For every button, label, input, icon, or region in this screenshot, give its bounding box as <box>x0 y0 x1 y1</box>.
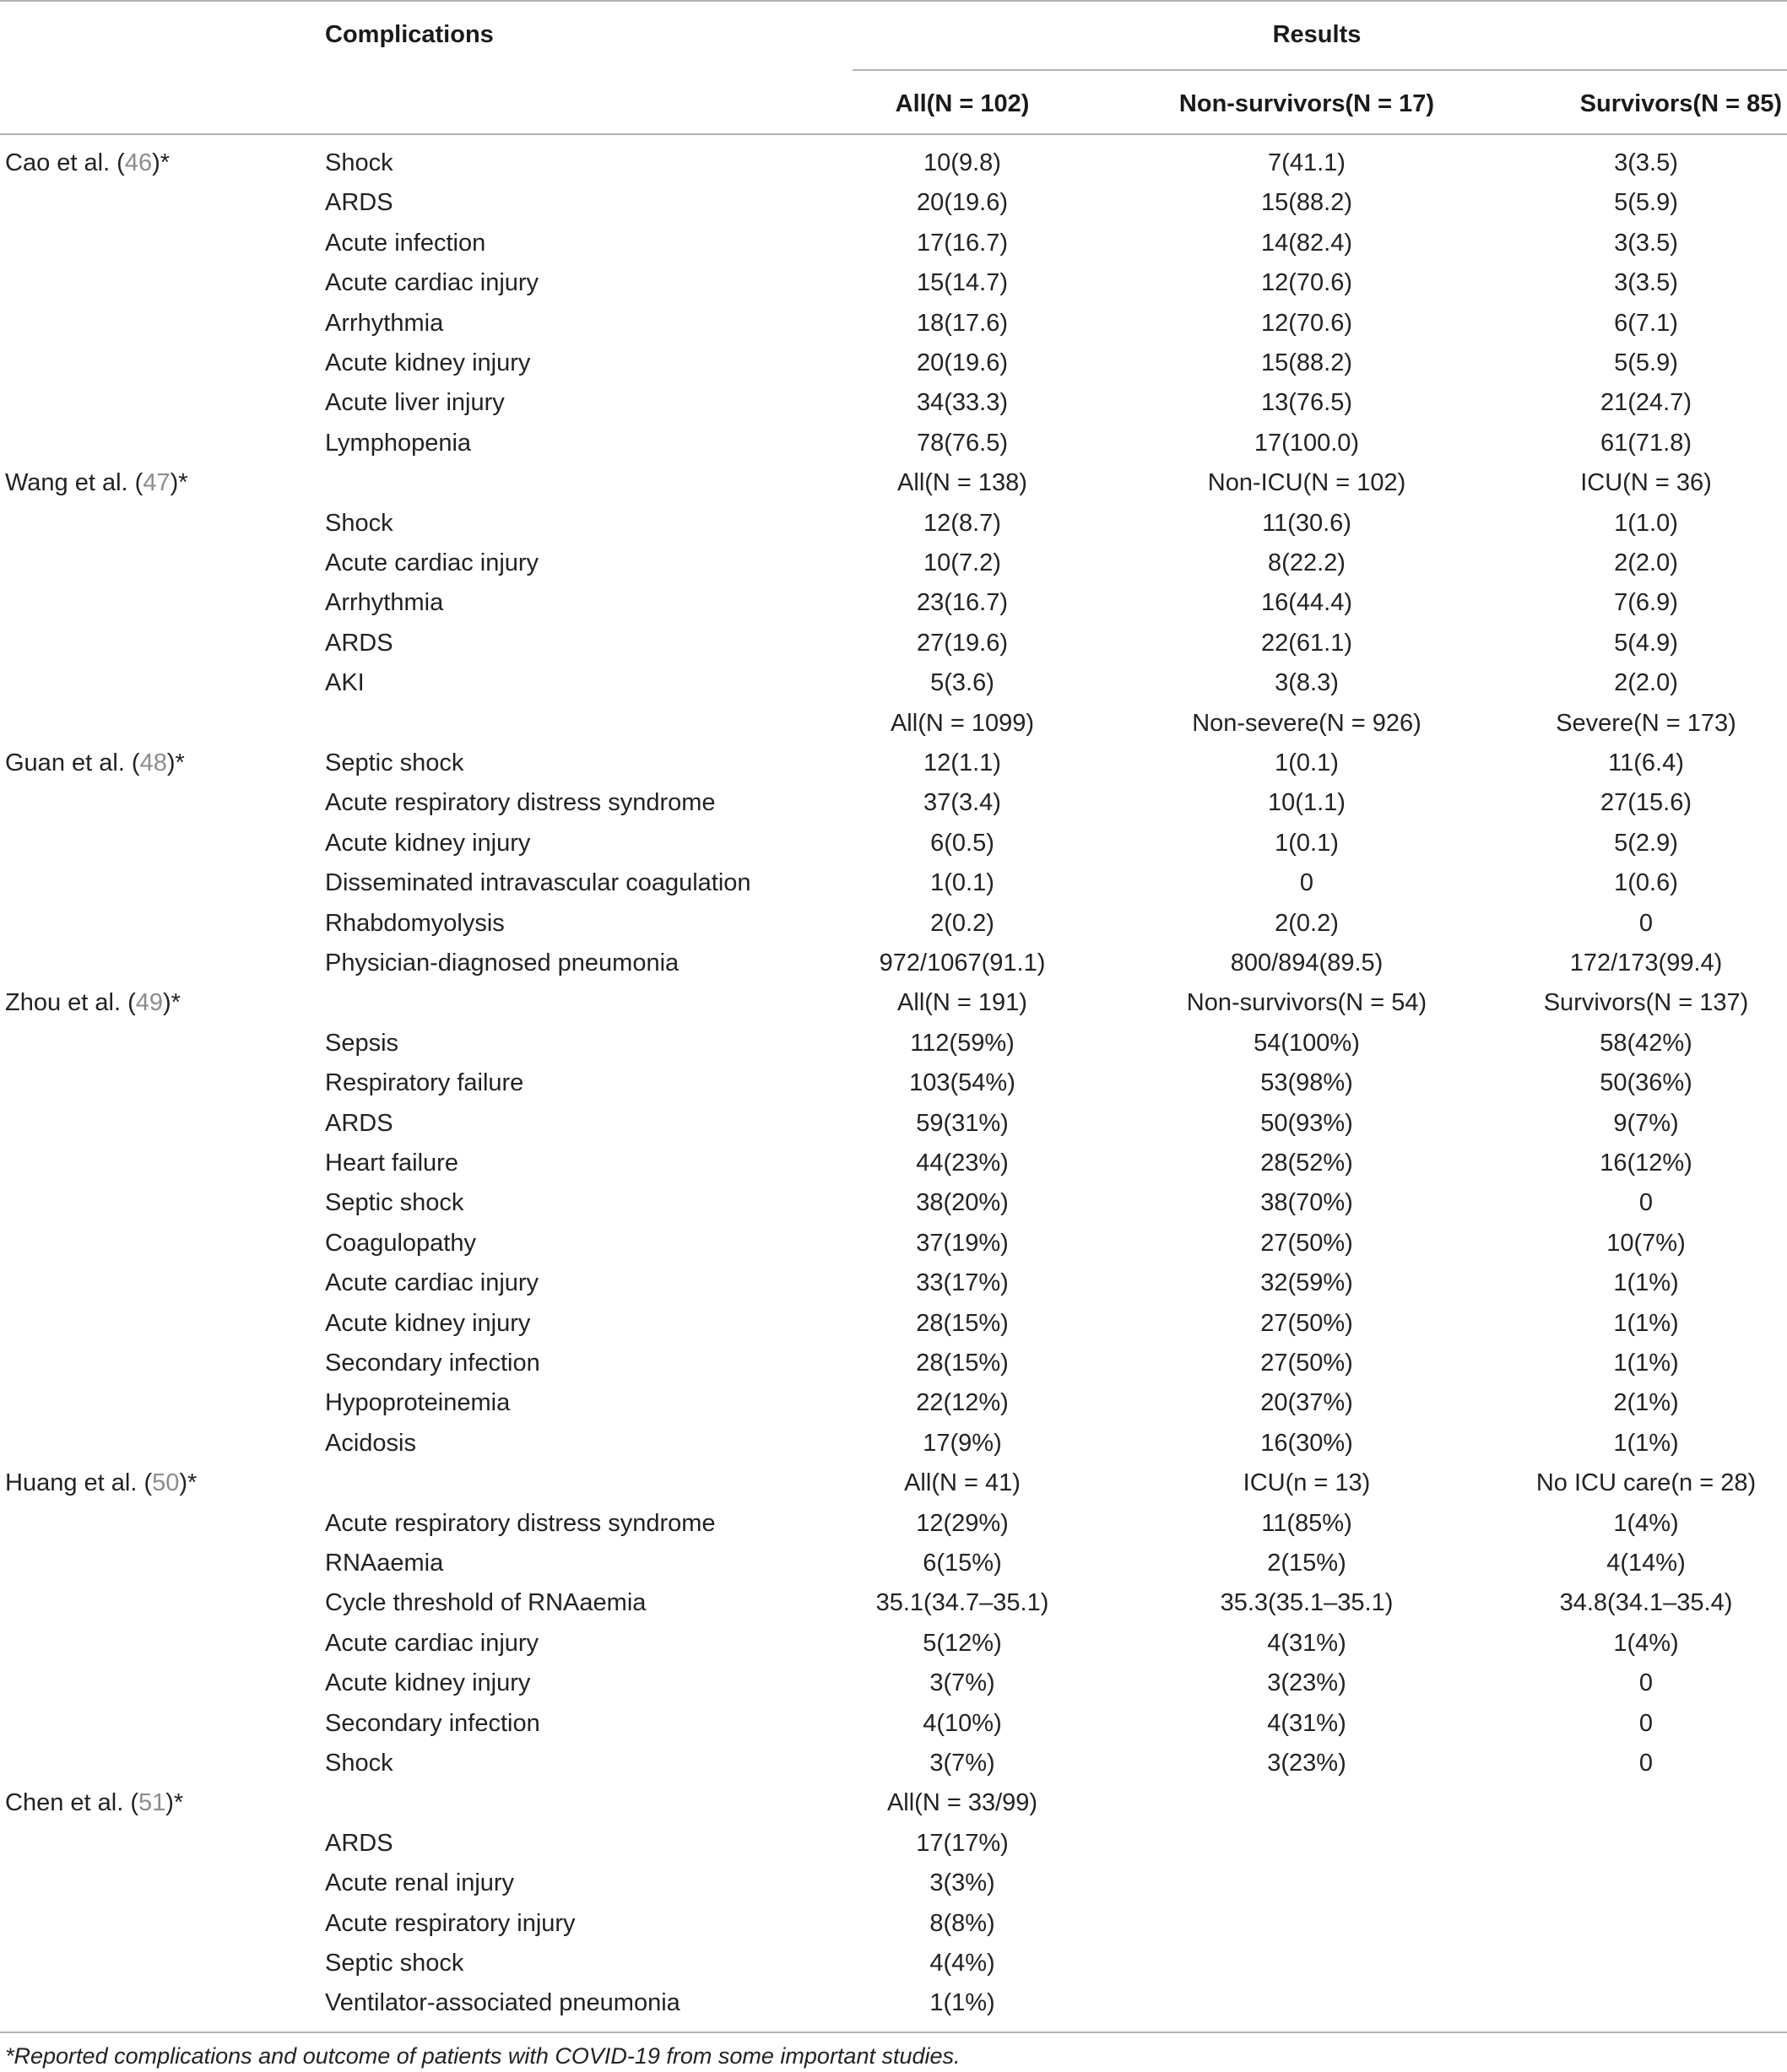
study-cell <box>5 463 188 503</box>
study-ref: 50 <box>152 1469 180 1497</box>
group1-cell: 27(50%) <box>1260 1229 1353 1257</box>
complication-cell: Acute respiratory injury <box>325 1909 576 1937</box>
header-col-survivors: Survivors(N = 85) <box>1579 90 1782 117</box>
all-cell: 1(1%) <box>929 1989 995 2017</box>
all-cell: 34(33.3) <box>916 389 1008 417</box>
all-cell: 27(19.6) <box>916 629 1008 657</box>
complication-cell: Acute cardiac injury <box>325 549 539 576</box>
all-cell: 78(76.5) <box>916 429 1008 457</box>
group2-cell: 3(3.5) <box>1614 269 1678 297</box>
all-cell: 3(7%) <box>929 1750 995 1777</box>
table-row <box>0 504 1787 544</box>
group1-cell: 16(30%) <box>1260 1429 1353 1457</box>
group1-cell: 20(37%) <box>1260 1389 1353 1417</box>
group1-cell: 12(70.6) <box>1260 269 1352 297</box>
complication-cell: Shock <box>325 1750 393 1777</box>
group1-cell: 2(15%) <box>1267 1550 1346 1577</box>
group1-cell: 16(44.4) <box>1260 589 1352 617</box>
group1-cell: 7(41.1) <box>1268 149 1346 176</box>
group2-cell: 0 <box>1638 1750 1654 1777</box>
header-col-all: All(N = 102) <box>895 90 1030 117</box>
group1-cell: 54(100%) <box>1254 1029 1360 1057</box>
all-cell: 112(59%) <box>910 1029 1015 1057</box>
complication-cell: Ventilator-associated pneumonia <box>325 1989 680 2017</box>
group1-cell: 28(52%) <box>1260 1150 1353 1177</box>
group2-cell: 5(2.9) <box>1614 829 1678 857</box>
complication-cell: Arrhythmia <box>325 589 444 617</box>
all-cell: 8(8%) <box>929 1909 995 1937</box>
study-ref-tail: )* <box>170 469 188 497</box>
group2-cell: 5(4.9) <box>1614 629 1678 657</box>
study-cell <box>5 983 181 1023</box>
table-row <box>0 944 1787 983</box>
all-cell: 12(1.1) <box>923 749 1001 776</box>
group1-cell: Non-survivors(N = 54) <box>1186 989 1427 1017</box>
all-cell: 1(0.1) <box>930 869 994 897</box>
study-name: Cao et al. ( <box>5 149 125 176</box>
group2-cell: 0 <box>1638 909 1654 937</box>
study-ref: 46 <box>124 149 153 176</box>
table-row <box>0 1824 1787 1864</box>
table-row <box>0 463 1787 503</box>
group2-cell: 11(6.4) <box>1608 749 1684 776</box>
group2-cell: 10(7%) <box>1606 1229 1686 1257</box>
all-cell: 6(0.5) <box>930 829 994 857</box>
group1-cell: Non-ICU(N = 102) <box>1207 469 1406 497</box>
group1-cell: 13(76.5) <box>1260 389 1352 417</box>
complication-cell: ARDS <box>325 1829 393 1857</box>
group1-cell: Non-severe(N = 926) <box>1192 709 1421 737</box>
table-row <box>0 904 1787 944</box>
group1-cell: 11(30.6) <box>1262 509 1351 537</box>
group2-cell: 2(1%) <box>1613 1389 1679 1417</box>
group2-cell: 1(4%) <box>1613 1629 1679 1657</box>
table-row <box>0 1183 1787 1223</box>
all-cell: 18(17.6) <box>916 309 1008 337</box>
all-cell: All(N = 1099) <box>890 709 1035 737</box>
table-row <box>0 1224 1787 1263</box>
all-cell: 35.1(34.7–35.1) <box>875 1589 1049 1617</box>
all-cell: 972/1067(91.1) <box>879 949 1046 976</box>
group1-cell: 35.3(35.1–35.1) <box>1220 1589 1394 1617</box>
table-row <box>0 1624 1787 1664</box>
all-cell: 37(19%) <box>916 1229 1009 1257</box>
group2-cell: 27(15.6) <box>1600 789 1692 817</box>
group2-cell: 5(5.9) <box>1614 349 1678 376</box>
footnote: *Reported complications and outcome of patients with COVID-19 from some important studies. <box>5 2043 961 2069</box>
all-cell: 103(54%) <box>909 1069 1015 1097</box>
complication-cell: Disseminated intravascular coagulation <box>325 869 751 897</box>
all-cell: 10(9.8) <box>923 149 1001 176</box>
complication-cell: Acute cardiac injury <box>325 1269 539 1297</box>
all-cell: 28(15%) <box>916 1350 1009 1377</box>
group1-cell: 3(8.3) <box>1275 669 1339 697</box>
group1-cell: 15(88.2) <box>1260 189 1352 217</box>
header-bottom-rule <box>0 133 1787 135</box>
bottom-rule <box>0 2031 1787 2033</box>
table-row <box>0 143 1787 183</box>
complication-cell: Acute respiratory distress syndrome <box>325 1509 716 1537</box>
group2-cell: 0 <box>1638 1669 1654 1697</box>
table-row <box>0 704 1787 744</box>
all-cell: 3(7%) <box>929 1669 995 1697</box>
group2-cell: 34.8(34.1–35.4) <box>1559 1589 1733 1617</box>
results-rule <box>853 69 1787 71</box>
group2-cell: 0 <box>1638 1189 1654 1217</box>
all-cell: 17(16.7) <box>916 229 1008 257</box>
all-cell: 2(0.2) <box>930 909 994 937</box>
group2-cell: 9(7%) <box>1613 1109 1679 1137</box>
complication-cell: Lymphopenia <box>325 429 472 457</box>
header-col-nonsurvivors: Non-survivors(N = 17) <box>1178 90 1435 117</box>
group2-cell: 2(2.0) <box>1614 669 1678 697</box>
study-cell <box>5 744 185 783</box>
group2-cell: 1(1.0) <box>1614 509 1678 537</box>
complication-cell: Septic shock <box>325 1950 464 1977</box>
table-row <box>0 224 1787 263</box>
complication-cell: Acute cardiac injury <box>325 269 539 297</box>
top-rule <box>0 0 1787 2</box>
all-cell: All(N = 33/99) <box>886 1789 1038 1817</box>
all-cell: 5(12%) <box>923 1629 1002 1657</box>
all-cell: 28(15%) <box>916 1309 1009 1337</box>
group1-cell: 15(88.2) <box>1260 349 1352 376</box>
complication-cell: Acute kidney injury <box>325 349 531 376</box>
complication-cell: Acute infection <box>325 229 486 257</box>
all-cell: 6(15%) <box>923 1550 1002 1577</box>
complication-cell: Acute liver injury <box>325 389 505 417</box>
group1-cell: 1(0.1) <box>1275 829 1339 857</box>
table-row <box>0 1263 1787 1303</box>
study-ref-tail: )* <box>152 149 171 176</box>
study-ref-tail: )* <box>179 1469 198 1497</box>
group2-cell: 50(36%) <box>1600 1069 1692 1097</box>
table-row <box>0 1504 1787 1544</box>
study-cell <box>5 143 170 183</box>
complication-cell: Hypoproteinemia <box>325 1389 511 1417</box>
group2-cell: Survivors(N = 137) <box>1543 989 1749 1017</box>
group2-cell: 16(12%) <box>1600 1150 1692 1177</box>
complication-cell: Acute renal injury <box>325 1869 515 1897</box>
table-row <box>0 1024 1787 1063</box>
complication-cell: ARDS <box>325 629 393 657</box>
table-row <box>0 344 1787 383</box>
table-row <box>0 1583 1787 1623</box>
group1-cell: 14(82.4) <box>1260 229 1352 257</box>
table-row <box>0 1944 1787 1983</box>
complication-cell: Rhabdomyolysis <box>325 909 505 937</box>
all-cell: 17(17%) <box>916 1829 1009 1857</box>
all-cell: 37(3.4) <box>923 789 1001 817</box>
study-name: Zhou et al. ( <box>5 989 136 1017</box>
all-cell: 23(16.7) <box>916 589 1008 617</box>
study-ref-tail: )* <box>166 749 185 776</box>
group1-cell: 38(70%) <box>1260 1189 1353 1217</box>
all-cell: 59(31%) <box>916 1109 1009 1137</box>
all-cell: 20(19.6) <box>916 349 1008 376</box>
complication-cell: Cycle threshold of RNAaemia <box>325 1589 647 1617</box>
group1-cell: 12(70.6) <box>1260 309 1352 337</box>
all-cell: 15(14.7) <box>916 269 1008 297</box>
table-row <box>0 544 1787 583</box>
complication-cell: ARDS <box>325 1109 393 1137</box>
study-name: Wang et al. ( <box>5 469 144 497</box>
group2-cell: 21(24.7) <box>1600 389 1692 417</box>
group2-cell: 1(4%) <box>1613 1509 1679 1537</box>
group2-cell: 1(1%) <box>1613 1269 1679 1297</box>
table-row <box>0 744 1787 783</box>
all-cell: 20(19.6) <box>916 189 1008 217</box>
complication-cell: Acidosis <box>325 1429 416 1457</box>
complication-cell: Respiratory failure <box>325 1069 524 1097</box>
complication-cell: Sepsis <box>325 1029 399 1057</box>
study-name: Guan et al. ( <box>5 749 140 776</box>
complication-cell: ARDS <box>325 189 393 217</box>
table-row <box>0 1904 1787 1944</box>
complication-cell: Shock <box>325 509 393 537</box>
study-ref: 47 <box>143 469 171 497</box>
table-row <box>0 1544 1787 1583</box>
group1-cell: 27(50%) <box>1260 1309 1353 1337</box>
study-name: Chen et al. ( <box>5 1789 138 1817</box>
all-cell: 44(23%) <box>916 1150 1009 1177</box>
complication-cell: Heart failure <box>325 1150 458 1177</box>
table-row <box>0 1424 1787 1463</box>
table-row <box>0 863 1787 903</box>
all-cell: 38(20%) <box>916 1189 1009 1217</box>
group1-cell: ICU(n = 13) <box>1243 1469 1371 1497</box>
complication-cell: RNAaemia <box>325 1550 444 1577</box>
group1-cell: 4(31%) <box>1267 1629 1346 1657</box>
group2-cell: 5(5.9) <box>1614 189 1678 217</box>
table-row <box>0 983 1787 1023</box>
group2-cell: 4(14%) <box>1606 1550 1686 1577</box>
group2-cell: 7(6.9) <box>1614 589 1678 617</box>
group2-cell: 1(0.6) <box>1614 869 1678 897</box>
group1-cell: 4(31%) <box>1267 1709 1346 1737</box>
table-row <box>0 1383 1787 1423</box>
group2-cell: Severe(N = 173) <box>1556 709 1736 737</box>
complication-cell: AKI <box>325 669 365 697</box>
all-cell: All(N = 41) <box>904 1469 1021 1497</box>
table-row <box>0 1664 1787 1703</box>
table-row <box>0 824 1787 863</box>
table-row <box>0 1304 1787 1344</box>
group1-cell: 3(23%) <box>1267 1669 1346 1697</box>
complication-cell: Coagulopathy <box>325 1229 476 1257</box>
table-row <box>0 383 1787 423</box>
group2-cell: 6(7.1) <box>1614 309 1678 337</box>
study-ref: 48 <box>139 749 167 776</box>
study-ref-tail: )* <box>163 989 181 1017</box>
all-cell: 17(9%) <box>923 1429 1002 1457</box>
header-complications: Complications <box>325 21 494 48</box>
table-row <box>0 1063 1787 1103</box>
group1-cell: 50(93%) <box>1260 1109 1353 1137</box>
group1-cell: 8(22.2) <box>1268 549 1346 576</box>
complication-cell: Acute kidney injury <box>325 829 531 857</box>
all-cell: 3(3%) <box>929 1869 995 1897</box>
all-cell: 12(8.7) <box>923 509 1001 537</box>
group2-cell: 2(2.0) <box>1614 549 1678 576</box>
complication-cell: Physician-diagnosed pneumonia <box>325 949 680 976</box>
table-row <box>0 1864 1787 1903</box>
group1-cell: 32(59%) <box>1260 1269 1353 1297</box>
table-row <box>0 783 1787 823</box>
table-row <box>0 583 1787 623</box>
complication-cell: Shock <box>325 149 393 176</box>
complication-cell: Arrhythmia <box>325 309 444 337</box>
table-row <box>0 1463 1787 1503</box>
group2-cell: 58(42%) <box>1600 1029 1692 1057</box>
complication-cell: Acute cardiac injury <box>325 1629 539 1657</box>
table-row <box>0 263 1787 303</box>
study-name: Huang et al. ( <box>5 1469 153 1497</box>
table-row <box>0 1704 1787 1744</box>
table-row <box>0 183 1787 223</box>
complication-cell: Secondary infection <box>325 1709 540 1737</box>
table-row <box>0 624 1787 663</box>
group2-cell: 0 <box>1638 1709 1654 1737</box>
table-row <box>0 304 1787 344</box>
group1-cell: 2(0.2) <box>1275 909 1339 937</box>
table-row <box>0 663 1787 703</box>
all-cell: 33(17%) <box>916 1269 1009 1297</box>
group2-cell: 3(3.5) <box>1614 149 1678 176</box>
table-row <box>0 424 1787 463</box>
group1-cell: 800/894(89.5) <box>1230 949 1384 976</box>
study-cell <box>5 1463 197 1503</box>
group2-cell: 1(1%) <box>1613 1309 1679 1337</box>
complication-cell: Septic shock <box>325 749 464 776</box>
study-ref-tail: )* <box>165 1789 184 1817</box>
complication-cell: Acute respiratory distress syndrome <box>325 789 716 817</box>
table-row <box>0 1344 1787 1383</box>
table-row <box>0 1744 1787 1783</box>
all-cell: 10(7.2) <box>923 549 1001 576</box>
group1-cell: 3(23%) <box>1267 1750 1346 1777</box>
group2-cell: ICU(N = 36) <box>1580 469 1712 497</box>
all-cell: 5(3.6) <box>930 669 994 697</box>
complication-cell: Secondary infection <box>325 1350 540 1377</box>
study-cell <box>5 1783 183 1823</box>
group2-cell: 1(1%) <box>1613 1350 1679 1377</box>
table-row <box>0 1783 1787 1823</box>
complication-cell: Septic shock <box>325 1189 464 1217</box>
table-row <box>0 1104 1787 1144</box>
study-ref: 51 <box>138 1789 166 1817</box>
group1-cell: 11(85%) <box>1261 1509 1352 1537</box>
group2-cell: 172/173(99.4) <box>1569 949 1723 976</box>
all-cell: 12(29%) <box>916 1509 1009 1537</box>
all-cell: All(N = 138) <box>897 469 1027 497</box>
group2-cell: 3(3.5) <box>1614 229 1678 257</box>
table-row <box>0 1144 1787 1183</box>
header-results: Results <box>1272 21 1362 48</box>
table-row <box>0 1983 1787 2023</box>
group1-cell: 17(100.0) <box>1254 429 1360 457</box>
group1-cell: 10(1.1) <box>1268 789 1346 817</box>
all-cell: 22(12%) <box>916 1389 1009 1417</box>
group1-cell: 22(61.1) <box>1260 629 1352 657</box>
complication-cell: Acute kidney injury <box>325 1669 531 1697</box>
group1-cell: 53(98%) <box>1260 1069 1353 1097</box>
group1-cell: 27(50%) <box>1260 1350 1353 1377</box>
group1-cell: 1(0.1) <box>1275 749 1339 776</box>
group2-cell: No ICU care(n = 28) <box>1535 1469 1757 1497</box>
study-ref: 49 <box>135 989 164 1017</box>
complication-cell: Acute kidney injury <box>325 1309 531 1337</box>
group2-cell: 61(71.8) <box>1600 429 1692 457</box>
group2-cell: 1(1%) <box>1613 1429 1679 1457</box>
all-cell: All(N = 191) <box>897 989 1027 1017</box>
all-cell: 4(10%) <box>923 1709 1002 1737</box>
group1-cell: 0 <box>1299 869 1314 897</box>
all-cell: 4(4%) <box>929 1950 995 1977</box>
